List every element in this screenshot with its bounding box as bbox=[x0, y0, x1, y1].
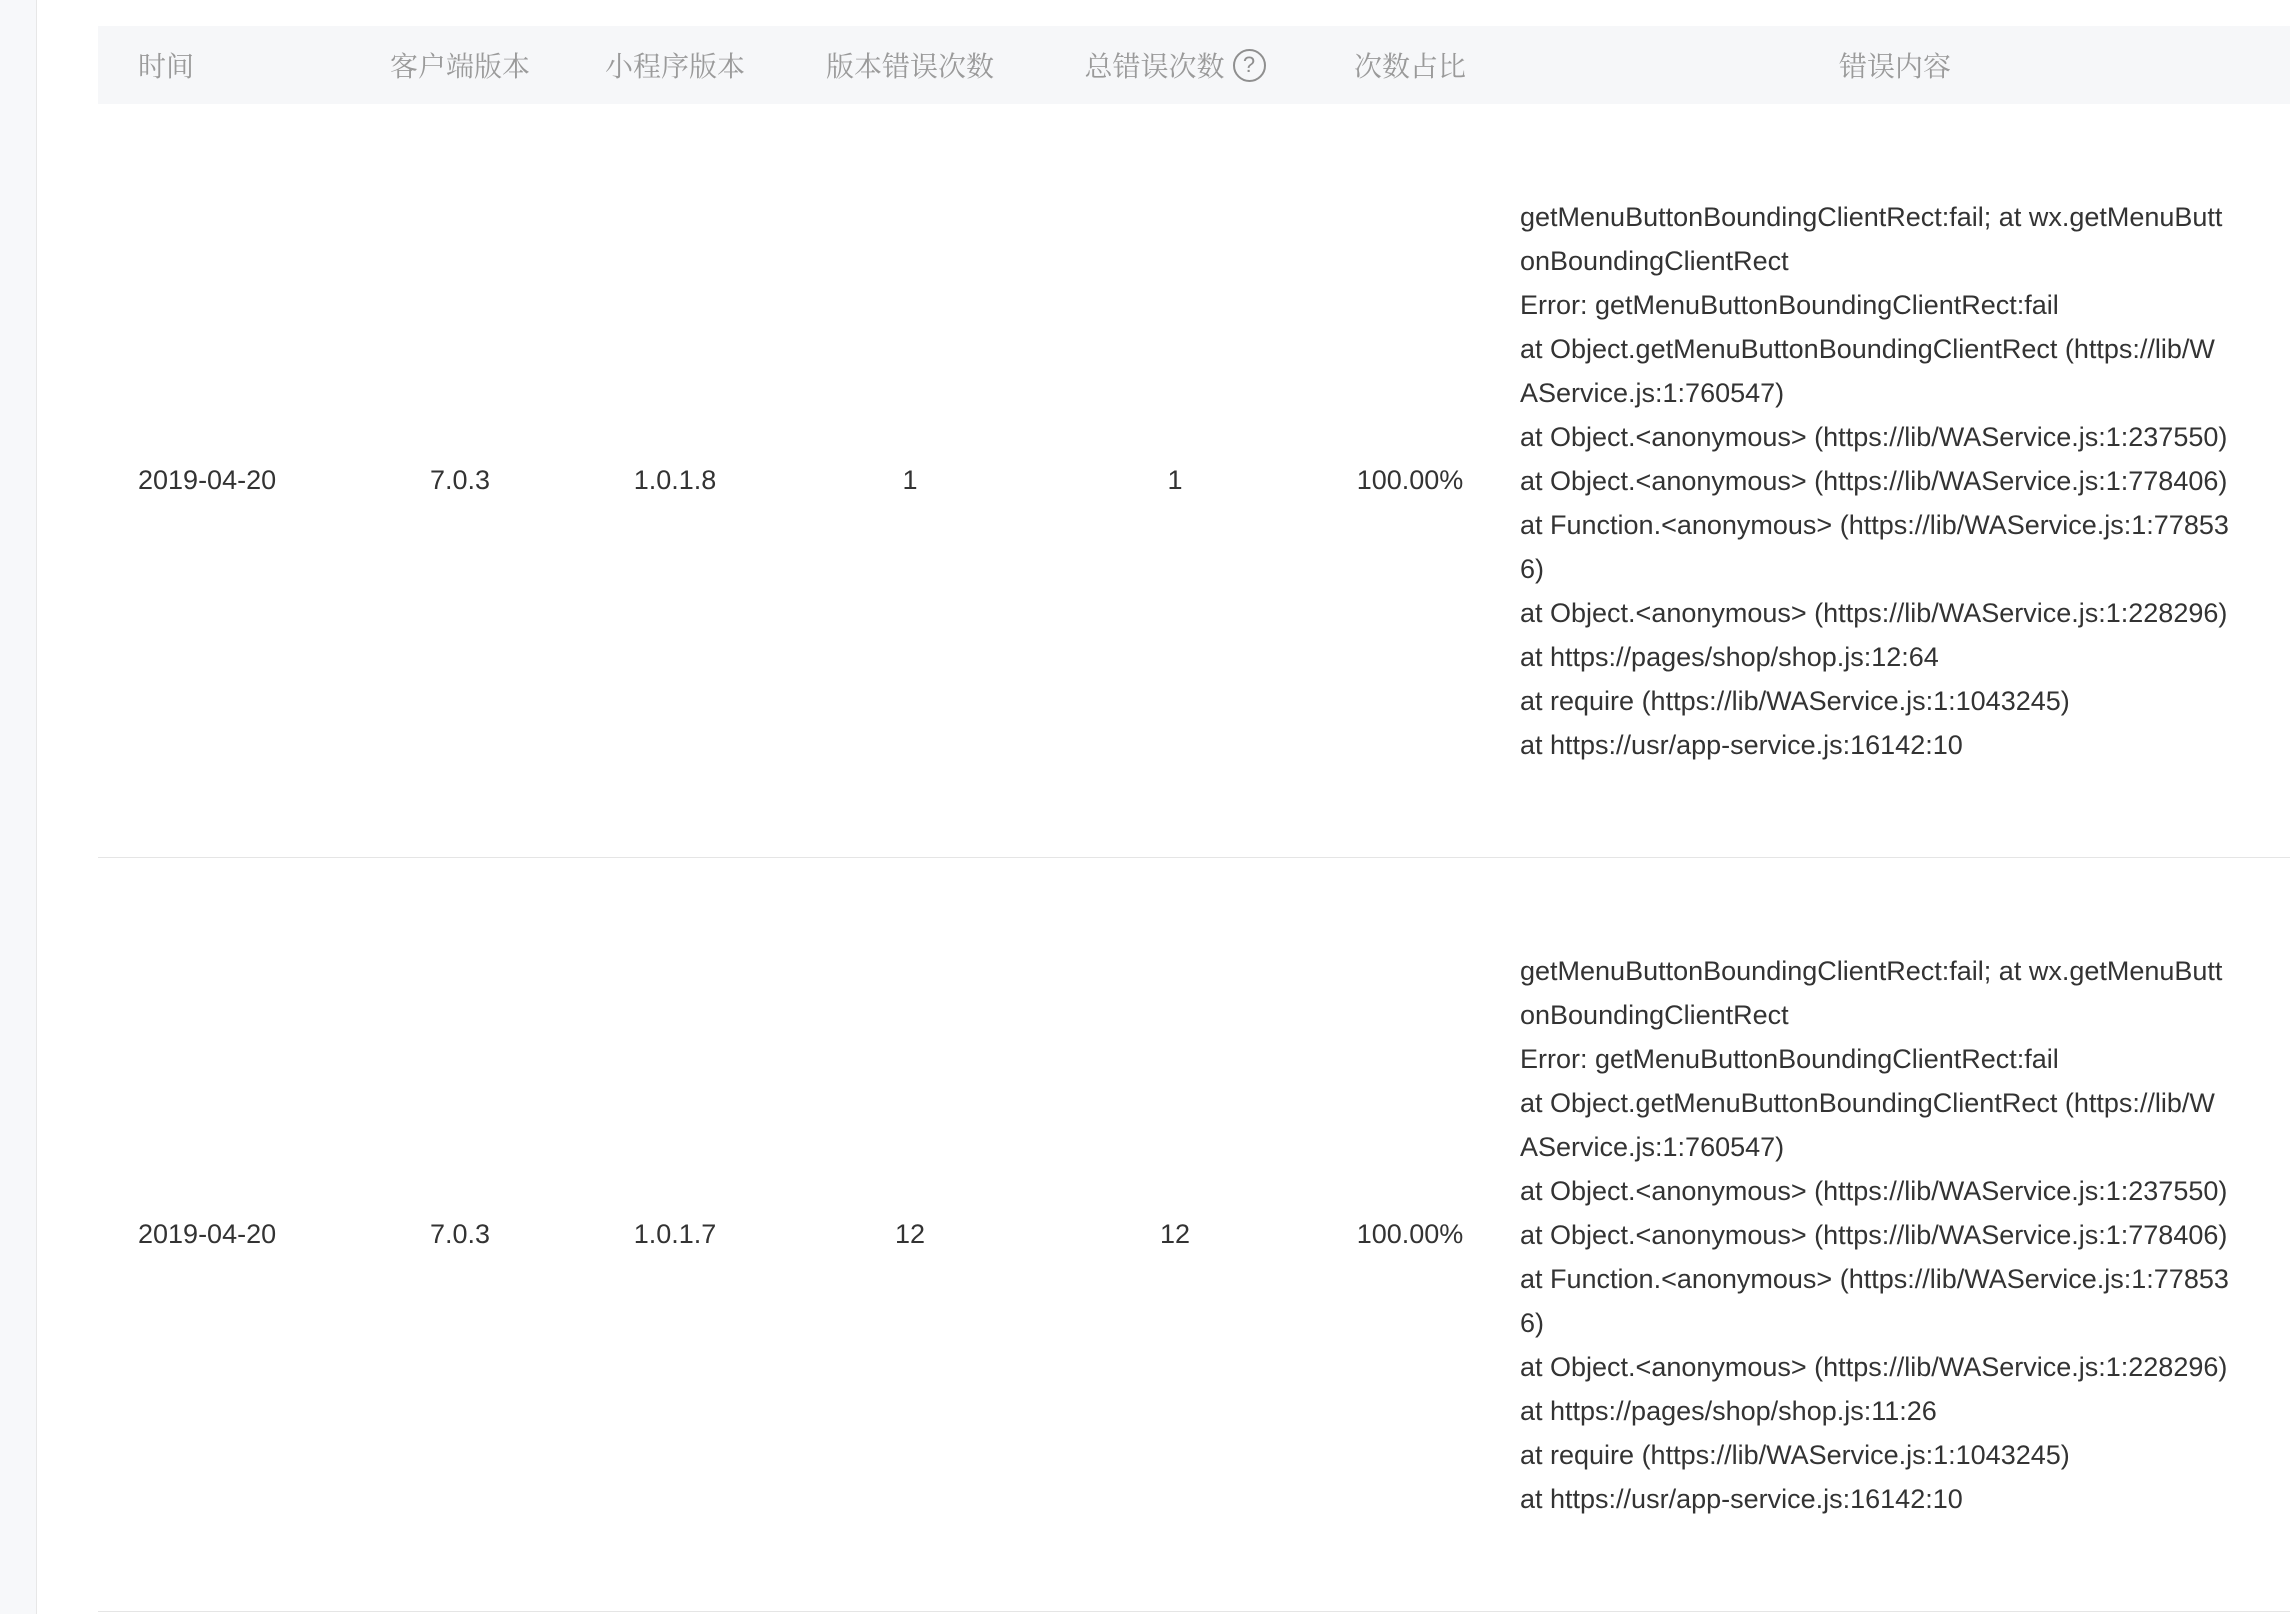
error-line: getMenuButtonBoundingClientRect:fail; at wx.getMenuButtonBoundingClientRect bbox=[1520, 955, 2223, 1030]
column-header-total-errors-label: 总错误次数 bbox=[1084, 51, 1225, 82]
cell-mini-version: 1.0.1.7 bbox=[633, 1219, 717, 1249]
cell-client-version: 7.0.3 bbox=[429, 1219, 491, 1249]
table-row bbox=[98, 104, 2290, 858]
cell-time: 2019-04-20 bbox=[138, 465, 277, 495]
error-line: at Object.<anonymous> (https://lib/WAService.js:1:228296) bbox=[1520, 1351, 2228, 1382]
column-header-version-errors: 版本错误次数 bbox=[825, 51, 994, 82]
error-line: at Object.<anonymous> (https://lib/WAService.js:1:778406) bbox=[1520, 465, 2228, 496]
cell-error-content bbox=[1500, 949, 2230, 1521]
error-line: at require (https://lib/WAService.js:1:1043245) bbox=[1520, 685, 2070, 716]
error-line: at https://pages/shop/shop.js:12:64 bbox=[1520, 641, 1939, 672]
error-line: at require (https://lib/WAService.js:1:1043245) bbox=[1520, 1439, 2070, 1470]
cell-mini-version: 1.0.1.8 bbox=[633, 465, 717, 495]
error-line: at https://usr/app-service.js:16142:10 bbox=[1520, 729, 1963, 760]
help-icon[interactable]: ? bbox=[1233, 49, 1266, 82]
error-line: Error: getMenuButtonBoundingClientRect:fail bbox=[1520, 1043, 2059, 1074]
cell-ratio: 100.00% bbox=[1356, 1219, 1464, 1249]
cell-ratio: 100.00% bbox=[1356, 465, 1464, 495]
column-header-mini-version: 小程序版本 bbox=[604, 51, 745, 82]
error-line: getMenuButtonBoundingClientRect:fail; at wx.getMenuButtonBoundingClientRect bbox=[1520, 201, 2223, 276]
error-line: at Object.<anonymous> (https://lib/WAService.js:1:237550) bbox=[1520, 421, 2228, 452]
error-line: at Object.getMenuButtonBoundingClientRect (https://lib/WAService.js:1:760547) bbox=[1520, 1087, 2215, 1162]
error-line: at Object.<anonymous> (https://lib/WAService.js:1:228296) bbox=[1520, 597, 2228, 628]
table-row bbox=[98, 858, 2290, 1612]
cell-version-errors: 1 bbox=[902, 465, 918, 495]
cell-version-errors: 12 bbox=[894, 1219, 926, 1249]
error-line: at Function.<anonymous> (https://lib/WAService.js:1:778536) bbox=[1520, 1263, 2229, 1338]
error-line: at Object.<anonymous> (https://lib/WAService.js:1:237550) bbox=[1520, 1175, 2228, 1206]
cell-client-version: 7.0.3 bbox=[429, 465, 491, 495]
column-header-error-content: 错误内容 bbox=[1838, 51, 1951, 82]
column-header-time: 时间 bbox=[138, 51, 195, 82]
cell-time: 2019-04-20 bbox=[138, 1219, 277, 1249]
cell-total-errors: 1 bbox=[1167, 465, 1183, 495]
left-rail bbox=[0, 0, 37, 1614]
error-table bbox=[98, 26, 2290, 1612]
column-header-total-errors bbox=[1030, 45, 1320, 85]
error-line: at Object.getMenuButtonBoundingClientRect (https://lib/WAService.js:1:760547) bbox=[1520, 333, 2215, 408]
cell-error-content bbox=[1500, 195, 2230, 767]
error-line: Error: getMenuButtonBoundingClientRect:fail bbox=[1520, 289, 2059, 320]
cell-total-errors: 12 bbox=[1159, 1219, 1191, 1249]
table-header bbox=[98, 26, 2290, 104]
error-line: at Function.<anonymous> (https://lib/WAService.js:1:778536) bbox=[1520, 509, 2229, 584]
column-header-client-version: 客户端版本 bbox=[389, 51, 530, 82]
error-line: at Object.<anonymous> (https://lib/WAService.js:1:778406) bbox=[1520, 1219, 2228, 1250]
error-line: at https://usr/app-service.js:16142:10 bbox=[1520, 1483, 1963, 1514]
column-header-ratio: 次数占比 bbox=[1353, 51, 1466, 82]
error-line: at https://pages/shop/shop.js:11:26 bbox=[1520, 1395, 1937, 1426]
